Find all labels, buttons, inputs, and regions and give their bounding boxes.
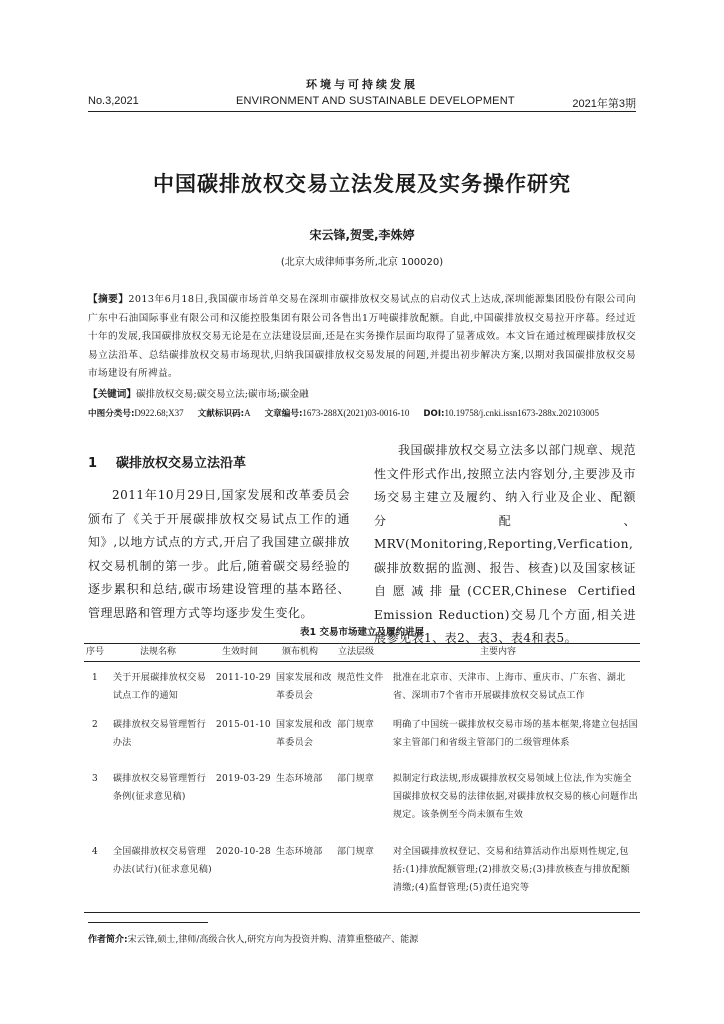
abstract-label: 【摘要】 (88, 294, 129, 305)
running-header (88, 95, 636, 109)
footnote-text: 宋云锋,硕士,律师/高级合伙人,研究方向为投资并购、清算重整破产、能源 (127, 935, 419, 945)
table-cell-date: 2011-10-29 (216, 673, 271, 683)
table-cell-org: 生态环境部 (276, 847, 323, 857)
issue-number-right: 2021年第3期 (572, 98, 636, 110)
issue-number-left: No.3,2021 (88, 95, 139, 107)
author-affiliation: (北京大成律师事务所,北京 100020) (280, 257, 444, 268)
table-header-content: 主要内容 (480, 647, 517, 657)
journal-name-en: ENVIRONMENT AND SUSTAINABLE DEVELOPMENT (236, 95, 515, 107)
abstract-text: 2013年6月18日,我国碳市场首单交易在深圳市碳排放权交易试点的启动仪式上达成,深圳能源集团股份有限公司向广东中石油国际事业有限公司和汉能控股集团有限公司各售出1万吨碳排放配额。自此,中国碳排放权交易拉开序幕。经过近十年的发展,我国碳排放权交易无论是在立法建设层面,还是在实务操作层面均取得了显著成效。本文旨在通过梳理碳排放权交易立法沿革、总结碳排放权交易市场现状,归纳我国碳排放权交易发展的问题,并提出初步解决方案,以期对我国碳排放权交易市场建设有所裨益。 (88, 294, 636, 380)
section-1-heading (88, 452, 246, 471)
table-cell-no: 1 (91, 673, 99, 683)
keywords (88, 387, 636, 403)
doc-code-label: 文献标识码: (197, 409, 245, 419)
table-cell-name: 关于开展碳排放权交易试点工作的通知 (113, 673, 207, 701)
abstract (88, 291, 636, 384)
table-cell-org: 国家发展和改革委员会 (276, 673, 332, 701)
footnote-label: 作者简介: (88, 935, 128, 945)
table-header-name: 法规名称 (140, 647, 177, 657)
section-number: 1 (88, 456, 98, 471)
table-cell-name: 碳排放权交易管理暂行条例(征求意见稿) (113, 774, 207, 802)
table-header-org: 颁布机构 (282, 647, 319, 657)
keywords-text: 碳排放权交易;碳交易立法;碳市场;碳金融 (135, 389, 309, 400)
section-title: 碳排放权交易立法沿革 (116, 456, 247, 471)
body-paragraph-2: 我国碳排放权交易立法多以部门规章、规范性文件形式作出,按照立法内容划分,主要涉及市场交易主建立及履约、纳入行业及企业、配额分配、MRV(Monitoring,Reporting,Verfication,碳排放数据的监测、报告、核查)以及国家核证自愿减排量(CCER,Chinese Certified Emission Reduction)交易几个方面,相关进展参见表1、表2、表3、表4和表5。 (374, 443, 636, 645)
clc-label: 中图分类号: (88, 409, 135, 419)
table-cell-content: 明确了中国统一碳排放权交易市场的基本框架,将建立包括国家主管部门和省级主管部门的二级管理体系 (393, 720, 638, 748)
table-cell-date: 2015-01-10 (216, 720, 271, 730)
doc-code-value: A (244, 408, 251, 418)
header-divider (88, 111, 636, 112)
doi-value: 10.19758/j.cnki.issn1673-288x.202103005 (444, 408, 599, 418)
keywords-label: 【关键词】 (88, 389, 136, 400)
author-footnote (88, 933, 418, 947)
clc-value: D922.68;X37 (134, 408, 184, 418)
journal-name-cn: 环境与可持续发展 (306, 78, 418, 91)
table-cell-level: 部门规章 (337, 847, 375, 857)
doi-label: DOI: (423, 409, 445, 419)
article-id-label: 文章编号: (264, 409, 303, 419)
table-header-no: 序号 (85, 647, 104, 657)
table-cell-name: 全国碳排放权交易管理办法(试行)(征求意见稿) (113, 847, 212, 875)
table-cell-org: 国家发展和改革委员会 (276, 720, 332, 748)
table-cell-level: 规范性文件 (337, 673, 384, 683)
table-cell-no: 3 (91, 774, 99, 784)
table-cell-no: 2 (91, 720, 99, 730)
body-column-left (88, 484, 350, 625)
table-top-rule (84, 643, 640, 644)
footnote-divider (88, 922, 208, 923)
article-authors: 宋云锋,贺雯,李姝婷 (309, 228, 415, 242)
table-cell-level: 部门规章 (337, 774, 375, 784)
table-cell-level: 部门规章 (337, 720, 375, 730)
table-header-level: 立法层级 (338, 647, 375, 657)
table-bottom-rule (84, 912, 640, 913)
table-header-date: 生效时间 (222, 647, 259, 657)
table-cell-no: 4 (91, 847, 99, 857)
table-cell-date: 2019-03-29 (216, 774, 271, 784)
article-id-value: 1673-288X(2021)03-0016-10 (302, 408, 410, 418)
body-paragraph-1: 2011年10月29日,国家发展和改革委员会颁布了《关于开展碳排放权交易试点工作的通知》,以地方试点的方式,开启了我国建立碳排放权交易机制的第一步。此后,随着碳交易经验的逐步累积和总结,碳市场建设管理的基本路径、管理思路和管理方式等均逐步发生变化。 (88, 488, 350, 620)
article-title: 中国碳排放权交易立法发展及实务操作研究 (153, 172, 571, 196)
table-1-caption: 表1 交易市场建立及履约进展 (300, 627, 424, 638)
body-column-right (374, 439, 636, 651)
table-cell-name: 碳排放权交易管理暂行办法 (113, 720, 207, 748)
table-header-rule (84, 661, 640, 662)
table-cell-content: 批准在北京市、天津市、上海市、重庆市、广东省、湖北省、深圳市7个省市开展碳排放权交易试点工作 (393, 673, 626, 701)
classification-line (88, 406, 648, 421)
table-cell-content: 对全国碳排放权登记、交易和结算活动作出原则性规定,包括:(1)排放配额管理;(2)排放交易;(3)排放核查与排放配额清缴;(4)监督管理;(5)责任追究等 (393, 847, 630, 893)
table-cell-org: 生态环境部 (276, 774, 323, 784)
table-cell-date: 2020-10-28 (216, 847, 271, 857)
table-cell-content: 拟制定行政法规,形成碳排放权交易领域上位法,作为实施全国碳排放权交易的法律依据,对碳排放权交易的核心问题作出规定。该条例至今尚未颁布生效 (393, 774, 638, 820)
